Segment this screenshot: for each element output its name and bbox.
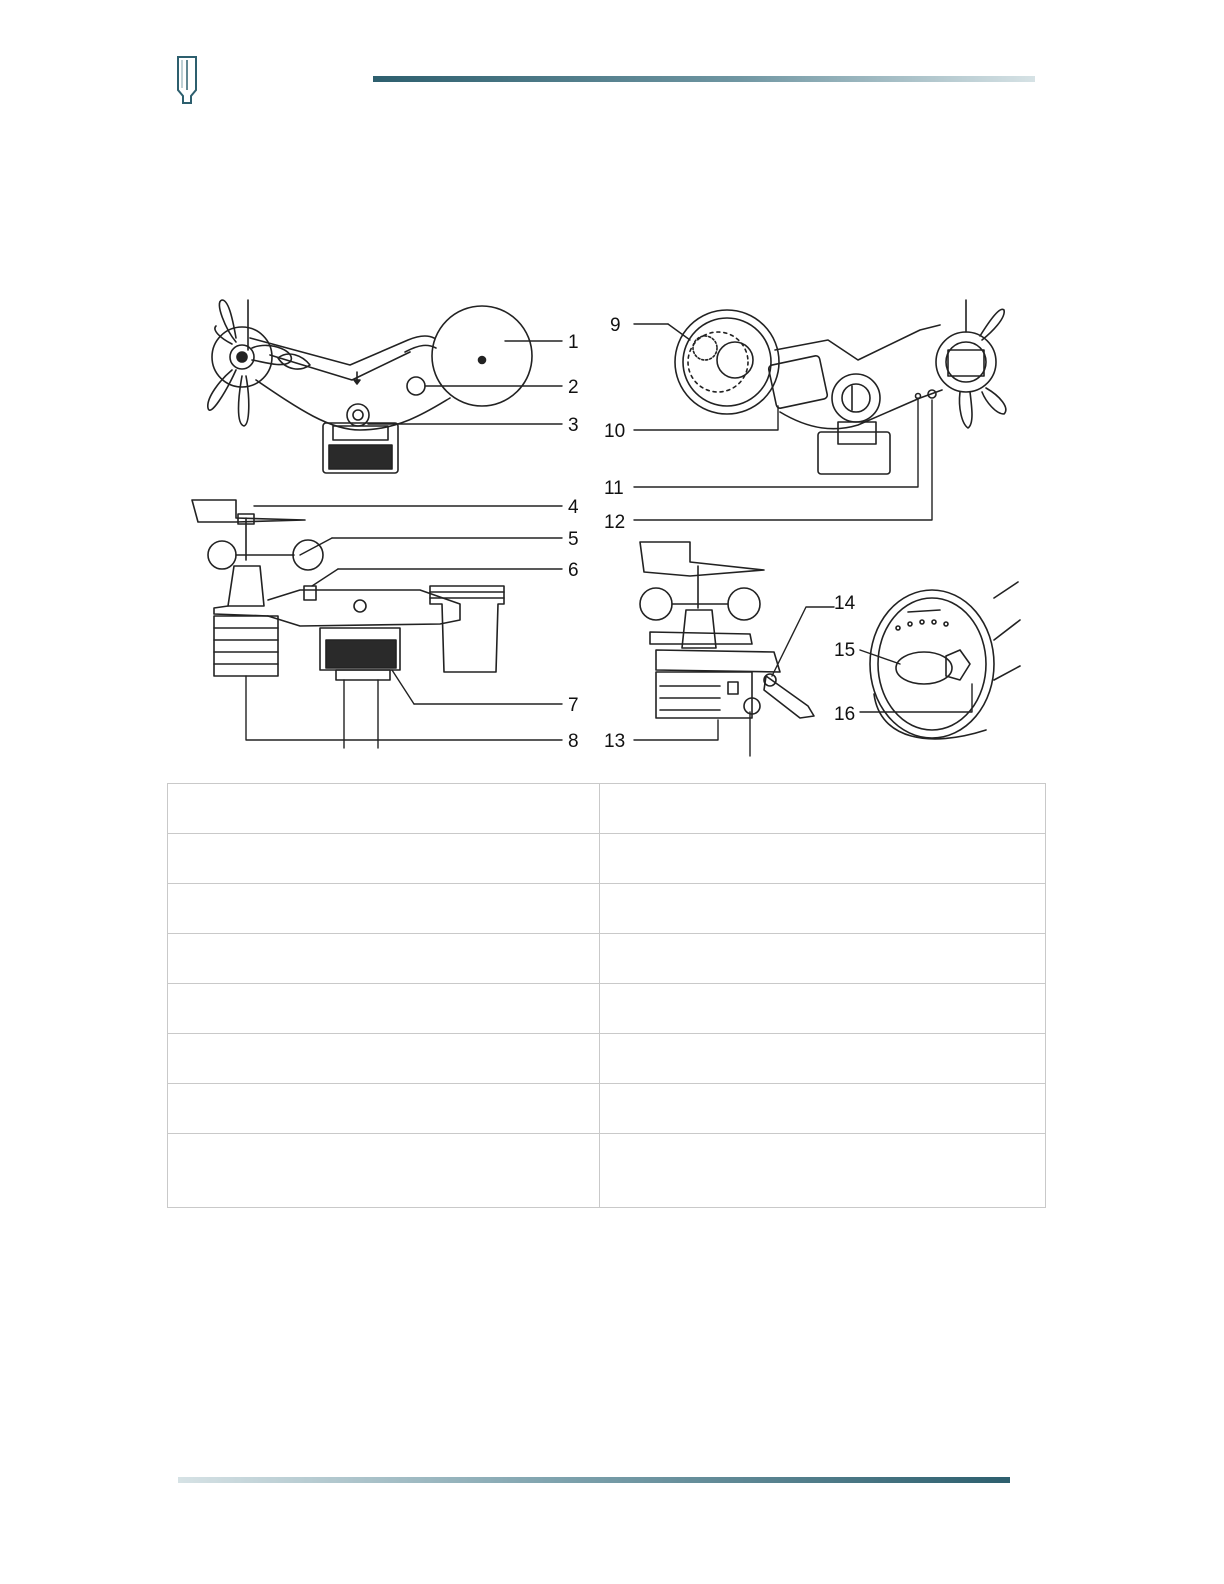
- footer-divider: [178, 1477, 1010, 1483]
- callout-13: 13: [604, 731, 626, 752]
- table-cell: [168, 984, 600, 1034]
- table-cell: [168, 934, 600, 984]
- callout-10: 10: [604, 421, 626, 442]
- table-cell: [168, 884, 600, 934]
- callout-6: 6: [568, 560, 579, 581]
- callout-2: 2: [568, 377, 579, 398]
- parts-table: [167, 783, 1046, 1208]
- callout-11: 11: [604, 478, 624, 499]
- callout-15: 15: [834, 640, 856, 661]
- table-cell: [600, 834, 1046, 884]
- top-view-back: [675, 300, 1006, 474]
- table-cell: [600, 1034, 1046, 1084]
- callout-8: 8: [568, 731, 579, 752]
- table-cell: [168, 1034, 600, 1084]
- callout-16: 16: [834, 704, 856, 725]
- table-row: [168, 884, 1046, 934]
- sensor-array-diagram: [0, 0, 1224, 780]
- side-view-battery-door: [640, 542, 814, 718]
- table-cell: [168, 1084, 600, 1134]
- table-cell: [168, 834, 600, 884]
- table-row: [168, 1084, 1046, 1134]
- rain-gauge-detail: [870, 582, 1020, 739]
- callout-7: 7: [568, 695, 579, 716]
- table-cell: [168, 1134, 600, 1208]
- table-row: [168, 934, 1046, 984]
- table-cell: [600, 784, 1046, 834]
- callout-9: 9: [610, 315, 621, 336]
- side-view: [192, 500, 504, 680]
- table-cell: [600, 984, 1046, 1034]
- callout-4: 4: [568, 497, 579, 518]
- callout-5: 5: [568, 529, 579, 550]
- table-cell: [600, 1084, 1046, 1134]
- table-cell: [168, 784, 600, 834]
- table-row: [168, 834, 1046, 884]
- table-row: [168, 784, 1046, 834]
- callout-12: 12: [604, 512, 626, 533]
- callout-14: 14: [834, 593, 856, 614]
- table-row: [168, 984, 1046, 1034]
- table-row: [168, 1034, 1046, 1084]
- table-cell: [600, 1134, 1046, 1208]
- table-row: [168, 1134, 1046, 1208]
- leader-lines: [246, 324, 972, 756]
- callout-1: 1: [568, 332, 579, 353]
- table-cell: [600, 934, 1046, 984]
- table-cell: [600, 884, 1046, 934]
- callout-3: 3: [568, 415, 579, 436]
